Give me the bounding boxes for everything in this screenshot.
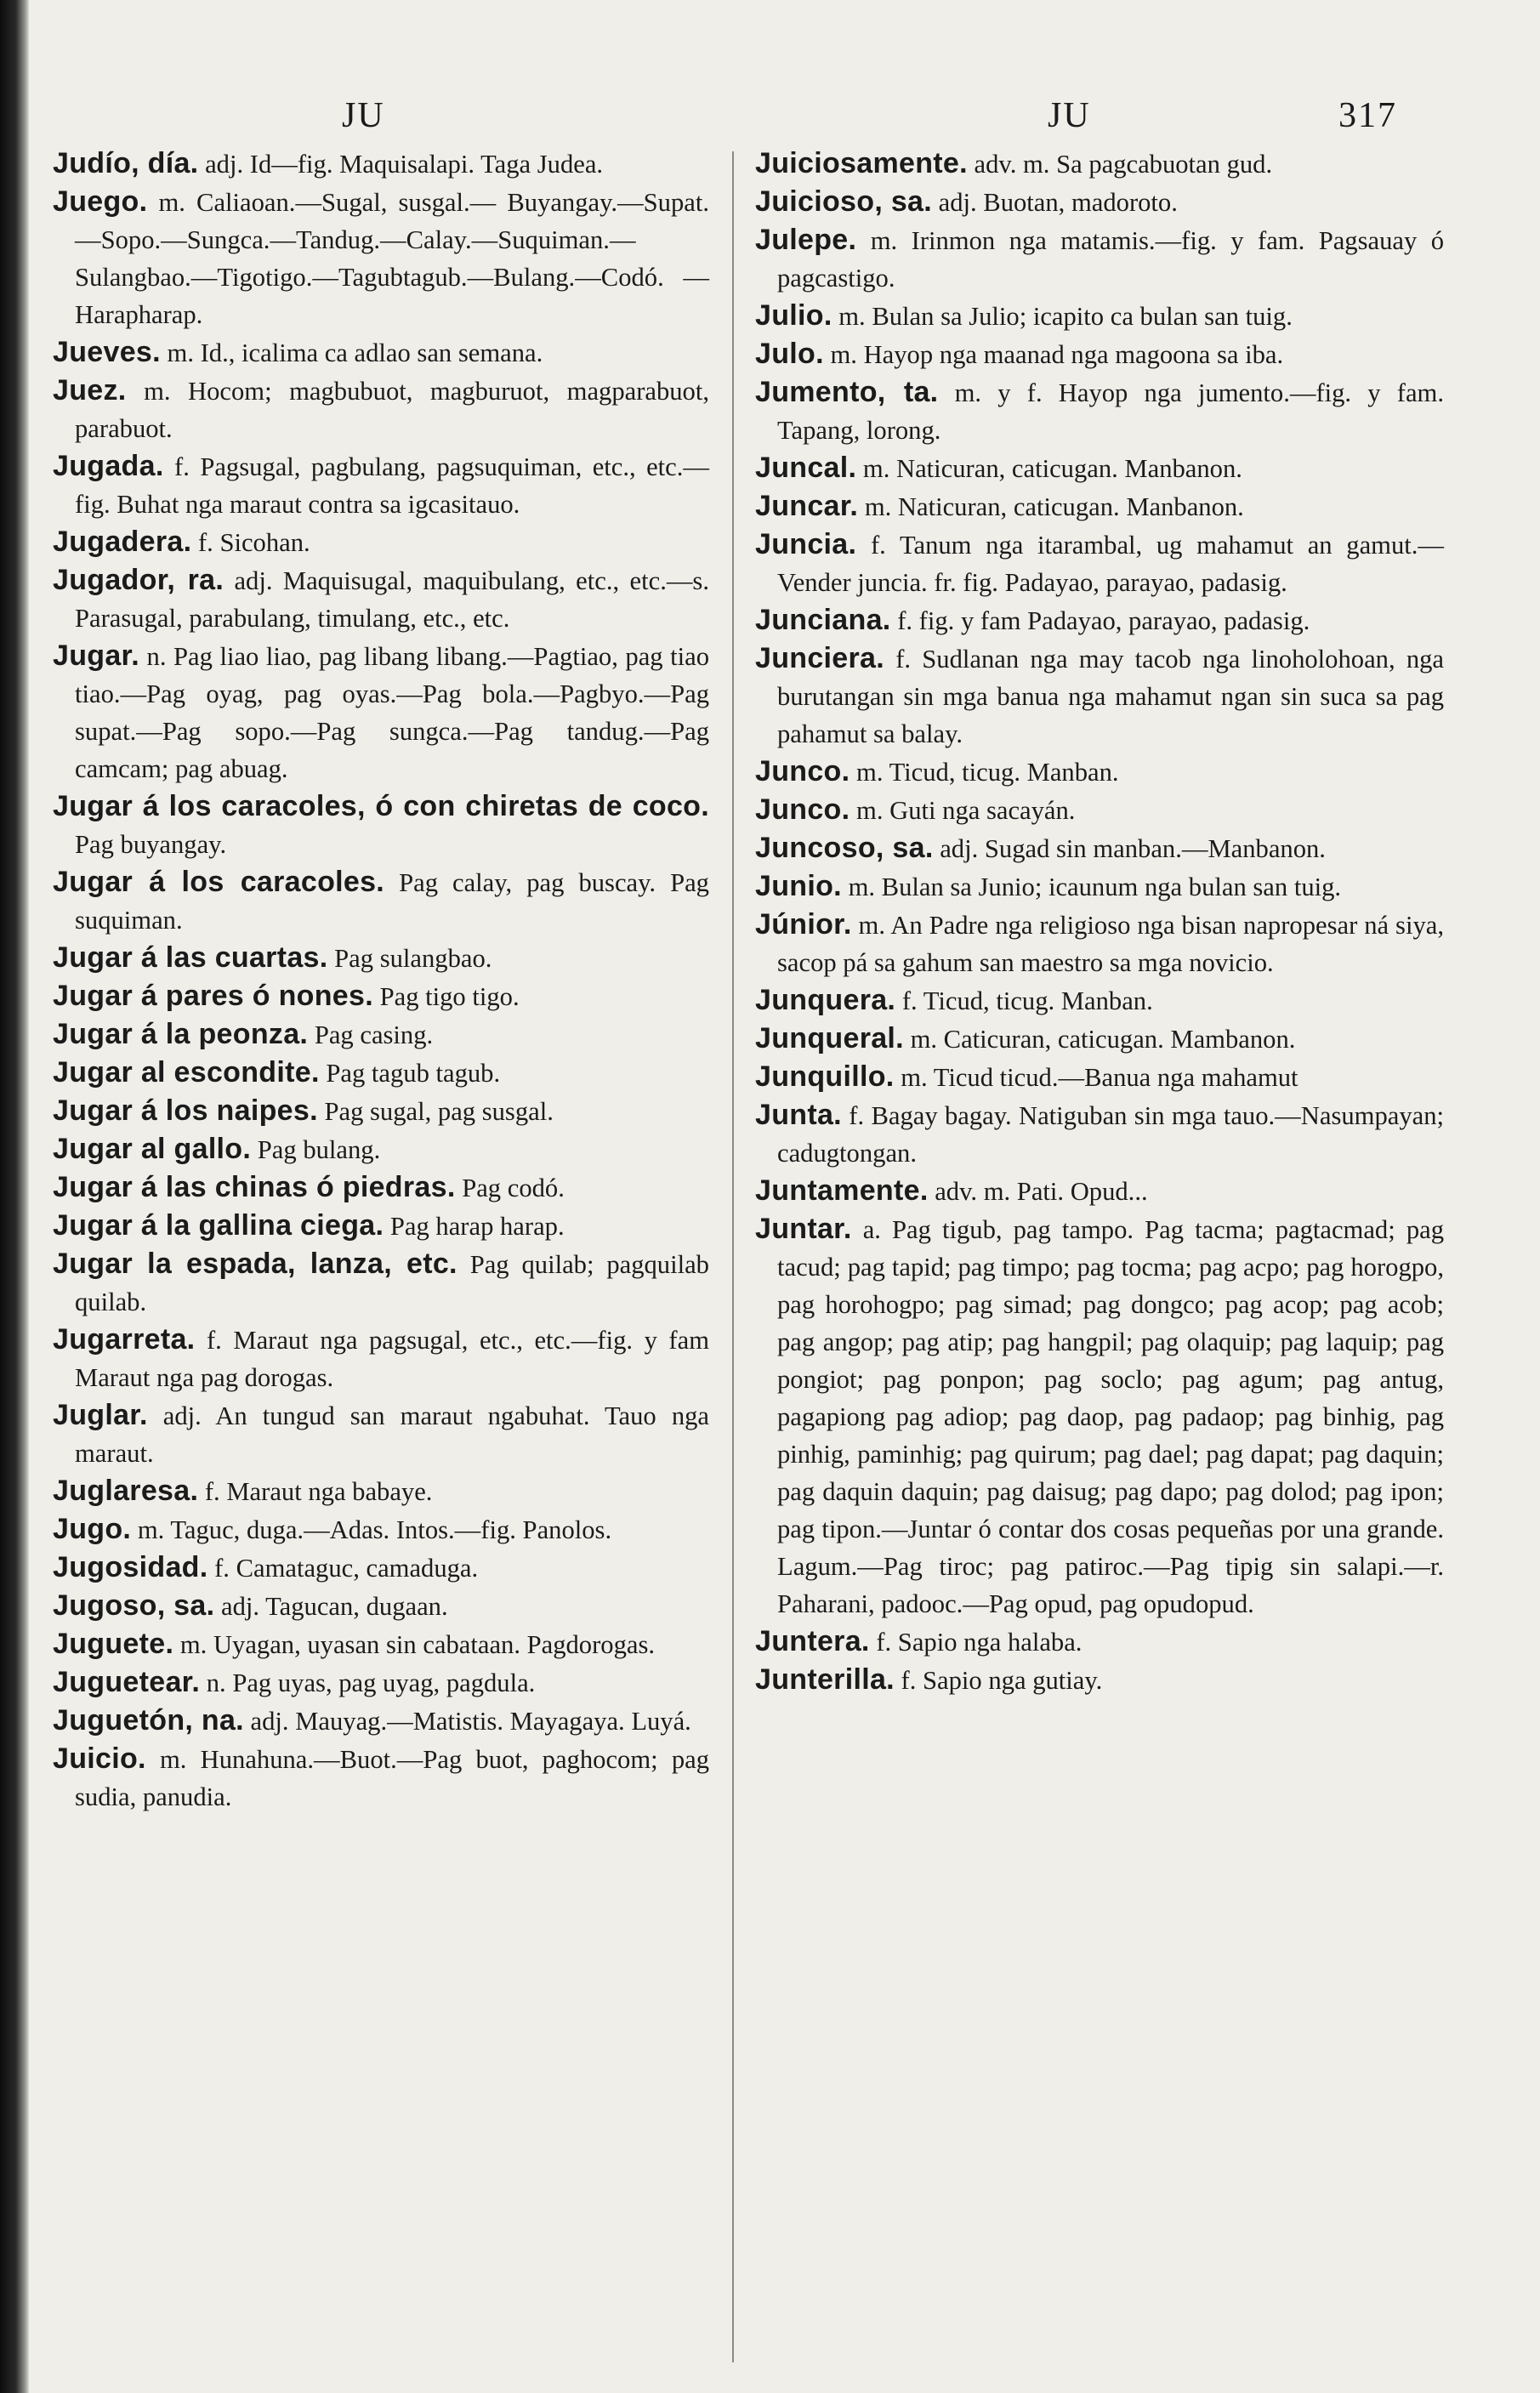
dictionary-entry (755, 373, 1444, 449)
dictionary-entry (53, 1702, 709, 1740)
headword: Juncar. (755, 490, 859, 522)
dictionary-entry (53, 561, 709, 637)
headword: Jugar al escondite. (53, 1056, 320, 1089)
dictionary-entry (53, 1396, 709, 1472)
dictionary-entry (53, 1092, 709, 1130)
dictionary-entry (53, 1740, 709, 1816)
headword: Judío, día. (53, 147, 199, 179)
definition: m. Naticuran, caticugan. Manbanon. (856, 454, 1242, 483)
dictionary-entry (755, 1058, 1444, 1096)
definition: adv. m. Sa pagcabuotan gud. (967, 150, 1273, 179)
headword: Junio. (755, 870, 842, 902)
dictionary-entry (53, 787, 709, 863)
headword: Juiciosamente. (755, 147, 968, 179)
right-running-head: JU (1048, 96, 1091, 135)
dictionary-entry (755, 335, 1444, 373)
definition: Pag sulangbao. (327, 944, 492, 973)
definition: adj. Maquisugal, maquibulang, etc., etc.—s. Parasugal, parabulang, timulang, etc., etc. (75, 566, 709, 633)
left-running-head: JU (342, 96, 385, 135)
definition: adv. m. Pati. Opud... (928, 1177, 1148, 1206)
headword: Juncia. (755, 528, 857, 560)
definition: f. Sudlanan nga may tacob nga linoholohoan, nga burutangan sin mga banua nga mahamut ngan sin suca sa pag pahamut sa balay. (777, 645, 1444, 748)
definition: m. Ticud, ticug. Manban. (850, 758, 1119, 787)
column-divider (732, 151, 734, 2362)
dictionary-entry (53, 1625, 709, 1663)
dictionary-entry (53, 1321, 709, 1396)
dictionary-entry (755, 221, 1444, 297)
definition: Pag buyangay. (75, 830, 227, 859)
headword: Juntamente. (755, 1174, 929, 1207)
headword: Junterilla. (755, 1663, 895, 1696)
dictionary-entry (755, 145, 1444, 183)
headword: Juez. (53, 374, 127, 406)
dictionary-entry (755, 791, 1444, 829)
definition: a. Pag tigub, pag tampo. Pag tacma; pagtacmad; pag tacud; pag tapid; pag timpo; pag tocma; pag acpo; pag horogpo, pag horohogpo; pag simad; pag dongco; pag acop; pag acob; pag angop; pag atip; pag hangpil; pag olaquip; pag laquip; pag pongiot; pag ponpon; pag soclo; pag agum; pag antug, pagapiong pag adiop; pag daop, pag padaop; pag binhig, pag pinhig, paminhig; pag quirum; pag dael; pag dapat; pag daquin; pag daquin daquin; pag daisug; pag dapo; pag dolod; pag ipon; pag tipon.—Juntar ó contar dos cosas pequeñas por una grande. Lagum.—Pag tiroc; pag patiroc.—Pag tipig sin salapi.—r. Paharani, padooc.—Pag opud, pag opudopud. (777, 1215, 1444, 1618)
headword: Jugadera. (53, 526, 192, 558)
headword: Junco. (755, 755, 850, 787)
dictionary-entry (53, 863, 709, 939)
headword: Junta. (755, 1099, 842, 1131)
book-spine-shadow (0, 0, 29, 2393)
headword: Juntar. (755, 1213, 852, 1245)
headword: Juglaresa. (53, 1475, 199, 1507)
dictionary-entry (755, 906, 1444, 981)
headword: Júnior. (755, 908, 852, 941)
dictionary-entry (755, 1210, 1444, 1623)
headword: Jugo. (53, 1513, 132, 1545)
definition: adj. An tungud san maraut ngabuhat. Tauo nga maraut. (75, 1401, 709, 1468)
definition: adj. Sugad sin manban.—Manbanon. (933, 834, 1326, 863)
headword: Jugarreta. (53, 1323, 196, 1356)
dictionary-entry (53, 1130, 709, 1168)
definition: f. Sapio nga halaba. (869, 1628, 1083, 1657)
definition: m. Naticuran, caticugan. Manbanon. (858, 492, 1244, 521)
dictionary-entry (53, 1510, 709, 1549)
headword: Juicio. (53, 1742, 146, 1775)
definition: Pag codó. (455, 1174, 565, 1202)
headword: Junquera. (755, 984, 896, 1016)
headword: Junciana. (755, 604, 891, 636)
definition: adj. Mauyag.—Matistis. Mayagaya. Luyá. (243, 1707, 691, 1736)
definition: m. Ticud ticud.—Banua nga mahamut (894, 1063, 1298, 1092)
definition: adj. Id—fig. Maquisalapi. Taga Judea. (198, 150, 604, 179)
definition: f. fig. y fam Padayao, parayao, padasig. (890, 606, 1310, 635)
definition: Pag sugal, pag susgal. (317, 1097, 554, 1126)
headword: Juguete. (53, 1628, 174, 1660)
headword: Jugoso, sa. (53, 1589, 215, 1622)
headword: Jugar á los caracoles, ó con chiretas de coco. (53, 790, 709, 822)
definition: m. Taguc, duga.—Adas. Intos.—fig. Panolos. (131, 1515, 612, 1544)
definition: f. Tanum nga itarambal, ug mahamut an gamut.—Vender juncia. fr. fig. Padayao, parayao, padasig. (777, 531, 1444, 597)
definition: m. y f. Hayop nga jumento.—fig. y fam. Tapang, lorong. (777, 378, 1444, 445)
headword: Jugar á los caracoles. (53, 866, 385, 898)
headword: Junco. (755, 793, 850, 826)
dictionary-entry (755, 1661, 1444, 1699)
definition: m. Guti nga sacayán. (850, 796, 1076, 825)
definition: m. Caliaoan.—Sugal, susgal.— Buyangay.—Supat.—Sopo.—Sungca.—Tandug.—Calay.—Suquiman.—Sulangbao.—Tigotigo.—Tagubtagub.—Bulang.—Codó. —Harapharap. (75, 188, 709, 329)
dictionary-entry (53, 1207, 709, 1245)
dictionary-entry (53, 1472, 709, 1510)
definition: f. Maraut nga babaye. (198, 1477, 433, 1506)
headword: Juego. (53, 185, 148, 218)
dictionary-entry (53, 1549, 709, 1587)
definition: f. Sicohan. (191, 528, 310, 557)
definition: n. Pag uyas, pag uyag, pagdula. (200, 1668, 536, 1697)
definition: m. Caticuran, caticugan. Mambanon. (903, 1025, 1296, 1054)
headword: Junqueral. (755, 1022, 904, 1054)
definition: Pag harap harap. (384, 1212, 565, 1241)
dictionary-entry (53, 637, 709, 787)
dictionary-entry (53, 183, 709, 333)
dictionary-entry (53, 939, 709, 977)
definition: Pag casing. (308, 1020, 434, 1049)
headword: Julepe. (755, 224, 857, 256)
dictionary-entry (755, 981, 1444, 1020)
dictionary-entry (755, 867, 1444, 906)
headword: Jugar al gallo. (53, 1133, 252, 1165)
dictionary-entry (755, 297, 1444, 335)
definition: m. Bulan sa Julio; icapito ca bulan san tuig. (832, 302, 1293, 331)
dictionary-entry (53, 977, 709, 1015)
headword: Juntera. (755, 1625, 870, 1657)
definition: m. Id., icalima ca adlao san semana. (160, 338, 543, 367)
headword: Jugar la espada, lanza, etc. (53, 1248, 457, 1280)
definition: f. Bagay bagay. Natiguban sin mga tauo.—Nasumpayan; cadugtongan. (777, 1101, 1444, 1168)
dictionary-entry (53, 1245, 709, 1321)
headword: Jugar á la peonza. (53, 1018, 309, 1050)
dictionary-entry (755, 601, 1444, 639)
headword: Jugar á las chinas ó piedras. (53, 1171, 456, 1203)
running-header (0, 95, 1540, 146)
dictionary-entry (53, 1054, 709, 1092)
dictionary-entry (755, 753, 1444, 791)
headword: Junquillo. (755, 1060, 895, 1093)
dictionary-entry (755, 449, 1444, 487)
headword: Junciera. (755, 642, 884, 674)
definition: Pag tagub tagub. (319, 1059, 501, 1088)
definition: m. Hayop nga maanad nga magoona sa iba. (823, 340, 1284, 369)
headword: Julio. (755, 299, 833, 332)
definition: n. Pag liao liao, pag libang libang.—Pagtiao, pag tiao tiao.—Pag oyag, pag oyas.—Pag bola.—Pagbyo.—Pag supat.—Pag sopo.—Pag sungca.—Pag tandug.—Pag camcam; pag abuag. (75, 642, 709, 783)
headword: Juicioso, sa. (755, 185, 932, 218)
dictionary-entry (755, 526, 1444, 601)
headword: Jueves. (53, 336, 161, 368)
definition: f. Ticud, ticug. Manban. (895, 986, 1153, 1015)
dictionary-entry (53, 1168, 709, 1207)
headword: Juguetón, na. (53, 1704, 244, 1736)
definition: adj. Buotan, madoroto. (931, 188, 1178, 217)
definition: m. Hocom; magbubuot, magburuot, magparabuot, parabuot. (75, 377, 709, 443)
headword: Jugar á pares ó nones. (53, 980, 373, 1012)
definition: Pag calay, pag buscay. Pag suquiman. (75, 868, 709, 935)
left-column (53, 145, 709, 2373)
headword: Jugada. (53, 450, 164, 482)
dictionary-entry (755, 1172, 1444, 1210)
dictionary-entry (53, 145, 709, 183)
definition: f. Sapio nga gutiay. (894, 1666, 1103, 1695)
headword: Julo. (755, 338, 824, 370)
headword: Juncal. (755, 452, 857, 484)
headword: Juguetear. (53, 1666, 201, 1698)
definition: Pag tigo tigo. (372, 982, 520, 1011)
dictionary-entry (755, 1623, 1444, 1661)
headword: Jugar á la gallina ciega. (53, 1209, 384, 1242)
dictionary-entry (755, 1096, 1444, 1172)
definition: f. Camataguc, camaduga. (207, 1554, 479, 1583)
right-column (755, 145, 1444, 2373)
definition: f. Pagsugal, pagbulang, pagsuquiman, etc., etc.—fig. Buhat nga maraut contra sa igcasitauo. (75, 452, 709, 519)
headword: Jugar. (53, 639, 139, 672)
headword: Juncoso, sa. (755, 832, 934, 864)
definition: Pag bulang. (251, 1135, 381, 1164)
dictionary-entry (53, 333, 709, 372)
dictionary-entry (755, 487, 1444, 526)
definition: m. An Padre nga religioso nga bisan napropesar ná siya, sacop pá sa gahum san maestro sa mga novicio. (777, 911, 1444, 977)
dictionary-entry (53, 1663, 709, 1702)
definition: adj. Tagucan, dugaan. (214, 1592, 448, 1621)
headword: Jugar á las cuartas. (53, 941, 328, 974)
dictionary-entry (755, 829, 1444, 867)
dictionary-entry (53, 447, 709, 523)
dictionary-entry (755, 183, 1444, 221)
headword: Jugar á los naipes. (53, 1094, 318, 1127)
headword: Jumento, ta. (755, 376, 939, 408)
dictionary-entry (53, 1587, 709, 1625)
dictionary-entry (53, 1015, 709, 1054)
definition: Pag quilab; pagquilab quilab. (75, 1250, 709, 1316)
page-number: 317 (1338, 96, 1397, 135)
headword: Jugador, ra. (53, 564, 224, 596)
headword: Juglar. (53, 1399, 148, 1431)
dictionary-entry (755, 639, 1444, 753)
dictionary-entry (53, 523, 709, 561)
dictionary-entry (53, 372, 709, 447)
definition: f. Maraut nga pagsugal, etc., etc.—fig. y fam Maraut nga pag dorogas. (75, 1326, 709, 1392)
dictionary-entry (755, 1020, 1444, 1058)
definition: m. Hunahuna.—Buot.—Pag buot, paghocom; pag sudia, panudia. (75, 1745, 709, 1811)
definition: m. Bulan sa Junio; icaunum nga bulan san tuig. (841, 873, 1342, 901)
definition: m. Uyagan, uyasan sin cabataan. Pagdorogas. (173, 1630, 656, 1659)
definition: m. Irinmon nga matamis.—fig. y fam. Pagsauay ó pagcastigo. (777, 226, 1444, 293)
headword: Jugosidad. (53, 1551, 208, 1583)
